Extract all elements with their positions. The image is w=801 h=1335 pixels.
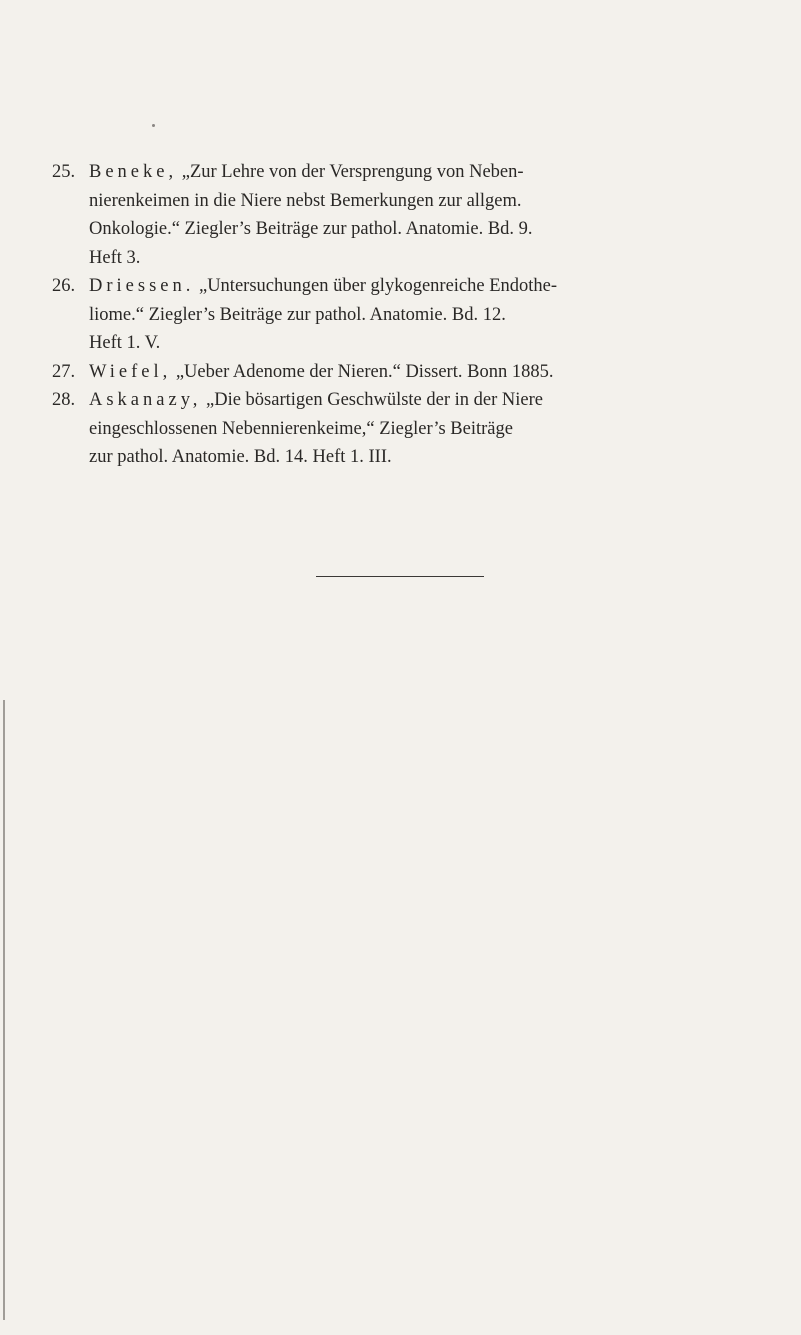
reference-line: nierenkeimen in die Niere nebst Bemerkungen zur allgem. — [89, 190, 522, 211]
reference-entry — [52, 158, 752, 272]
reference-list — [52, 158, 752, 472]
reference-text: „Zur Lehre von der Versprengung von Neben- — [181, 162, 524, 182]
reference-line: eingeschlossenen Nebennierenkeime,“ Ziegler’s Beiträge — [89, 418, 513, 439]
reference-line — [89, 386, 752, 415]
reference-line — [89, 358, 752, 387]
reference-number: 26. — [52, 276, 76, 296]
reference-line — [89, 158, 752, 187]
reference-line: Heft 1. V. — [89, 333, 161, 353]
reference-entry — [52, 272, 752, 358]
section-rule — [316, 576, 484, 577]
reference-author: Beneke, — [89, 162, 178, 182]
ink-speck — [152, 124, 155, 127]
reference-author: Askanazy, — [89, 390, 202, 410]
page-edge-shadow — [3, 700, 5, 1320]
reference-author: Wiefel, — [89, 361, 172, 382]
reference-entry — [52, 386, 752, 472]
reference-line: Onkologie.“ Ziegler’s Beiträge zur pathol. Anatomie. Bd. 9. — [89, 219, 533, 239]
reference-text: „Die bösartigen Geschwülste der in der Niere — [206, 390, 543, 410]
reference-line: Heft 3. — [89, 247, 141, 268]
reference-number: 25. — [52, 162, 76, 182]
reference-text: „Ueber Adenome der Nieren.“ Dissert. Bonn 1885. — [175, 361, 554, 382]
reference-text: „Untersuchungen über glykogenreiche Endothe- — [198, 276, 558, 296]
reference-line — [89, 272, 752, 301]
reference-line: zur pathol. Anatomie. Bd. 14. Heft 1. III. — [89, 447, 392, 467]
reference-number: 28. — [52, 390, 76, 410]
reference-entry — [52, 358, 752, 387]
reference-author: Driessen. — [89, 276, 195, 296]
reference-line: liome.“ Ziegler’s Beiträge zur pathol. Anatomie. Bd. 12. — [89, 304, 506, 325]
reference-number: 27. — [52, 361, 76, 382]
